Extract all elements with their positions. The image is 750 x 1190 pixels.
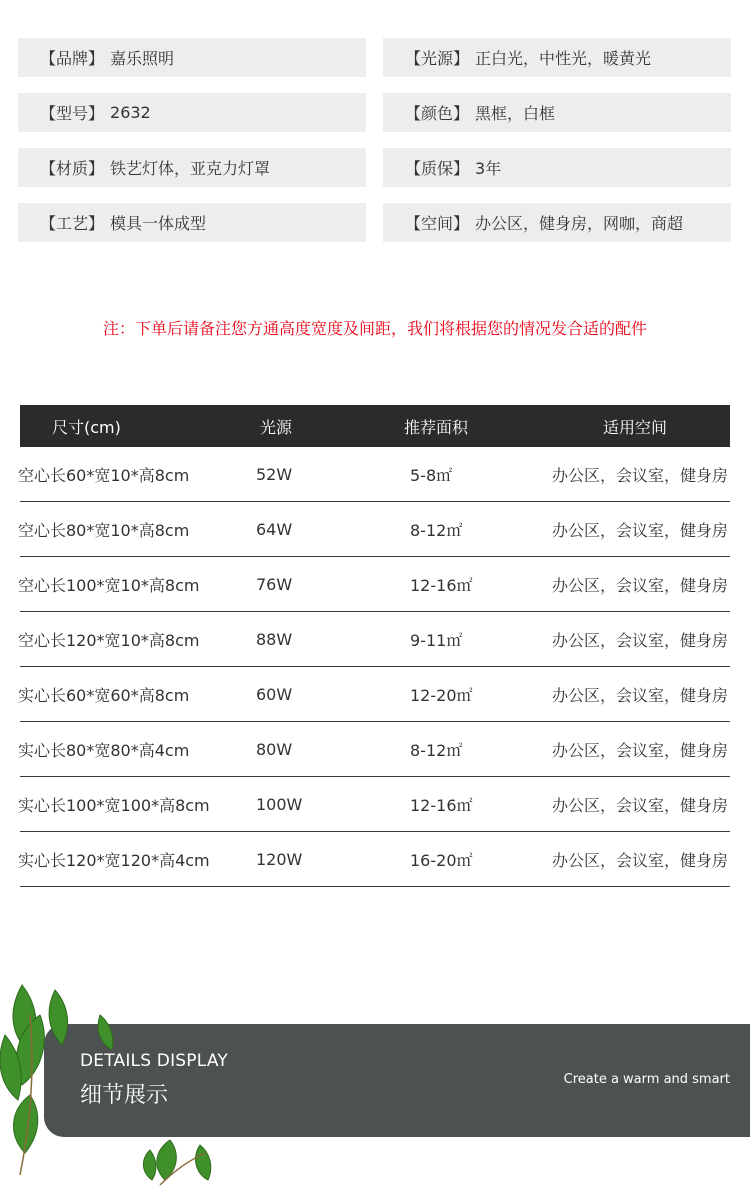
spec-brand — [18, 38, 366, 77]
cell-size: 空心长60*宽10*高8cm — [18, 465, 190, 485]
cell-area: 16-20㎡ — [410, 850, 473, 870]
spec-value: 模具一体成型 — [110, 214, 207, 233]
cell-space: 办公区，会议室，健身房 — [551, 465, 728, 485]
spec-value: 2632 — [110, 103, 151, 122]
cell-space: 办公区，会议室，健身房 — [551, 685, 728, 705]
table-row — [20, 667, 730, 722]
spec-key: 【材质】 — [40, 159, 105, 178]
table-row — [20, 612, 730, 667]
spec-model — [18, 93, 366, 132]
header-area: 推荐面积 — [404, 417, 469, 437]
cell-power: 64W — [256, 519, 293, 539]
cell-space: 办公区，会议室，健身房 — [551, 850, 728, 870]
cell-power: 100W — [256, 794, 303, 814]
cell-power: 76W — [256, 574, 293, 594]
spec-row — [18, 148, 731, 187]
banner-tagline: Create a warm and smart — [563, 1072, 730, 1087]
cell-space: 办公区，会议室，健身房 — [551, 630, 728, 650]
cell-size: 实心长60*宽60*高8cm — [18, 685, 190, 705]
cell-power: 52W — [256, 464, 293, 484]
spec-space — [383, 203, 731, 242]
header-space: 适用空间 — [602, 417, 667, 437]
cell-size: 实心长80*宽80*高4cm — [18, 740, 190, 760]
spec-key: 【质保】 — [405, 159, 470, 178]
cell-area: 12-16㎡ — [410, 795, 473, 815]
table-row — [20, 777, 730, 832]
cell-area: 12-20㎡ — [410, 685, 473, 705]
size-table — [20, 405, 730, 887]
table-row — [20, 722, 730, 777]
spec-value: 正白光，中性光，暖黄光 — [475, 49, 652, 68]
spec-value: 办公区，健身房，网咖，商超 — [475, 214, 684, 233]
spec-key: 【型号】 — [40, 104, 105, 123]
header-size: 尺寸(cm) — [52, 417, 121, 437]
cell-size: 实心长120*宽120*高4cm — [18, 850, 210, 870]
cell-area: 12-16㎡ — [410, 575, 473, 595]
table-row — [20, 447, 730, 502]
cell-power: 120W — [256, 849, 303, 869]
cell-size: 空心长80*宽10*高8cm — [18, 520, 190, 540]
spec-value: 铁艺灯体，亚克力灯罩 — [110, 159, 271, 178]
cell-area: 8-12㎡ — [410, 520, 463, 540]
spec-key: 【品牌】 — [40, 49, 105, 68]
cell-space: 办公区，会议室，健身房 — [551, 795, 728, 815]
cell-space: 办公区，会议室，健身房 — [551, 520, 728, 540]
spec-grid — [18, 38, 731, 258]
cell-area: 8-12㎡ — [410, 740, 463, 760]
table-row — [20, 502, 730, 557]
cell-area: 9-11㎡ — [410, 630, 463, 650]
spec-value: 3年 — [475, 159, 502, 178]
table-header — [20, 405, 730, 447]
spec-key: 【光源】 — [405, 49, 470, 68]
cell-size: 空心长100*宽10*高8cm — [18, 575, 200, 595]
cell-space: 办公区，会议室，健身房 — [551, 575, 728, 595]
table-row — [20, 832, 730, 887]
spec-row — [18, 203, 731, 242]
cell-space: 办公区，会议室，健身房 — [551, 740, 728, 760]
spec-key: 【空间】 — [405, 214, 470, 233]
table-row — [20, 557, 730, 612]
order-notice: 注：下单后请备注您方通高度宽度及间距，我们将根据您的情况发合适的配件 — [102, 319, 647, 338]
cell-power: 88W — [256, 629, 293, 649]
cell-size: 实心长100*宽100*高8cm — [18, 795, 210, 815]
cell-area: 5-8㎡ — [410, 465, 453, 485]
spec-key: 【颜色】 — [405, 104, 470, 123]
spec-row — [18, 93, 731, 132]
spec-color — [383, 93, 731, 132]
cell-power: 60W — [256, 684, 293, 704]
spec-value: 黑框，白框 — [475, 104, 556, 123]
spec-material — [18, 148, 366, 187]
banner-title-cn: 细节展示 — [80, 1083, 169, 1108]
header-light-source: 光源 — [260, 417, 293, 437]
spec-process — [18, 203, 366, 242]
cell-power: 80W — [256, 739, 293, 759]
cell-size: 空心长120*宽10*高8cm — [18, 630, 200, 650]
spec-key: 【工艺】 — [40, 214, 105, 233]
spec-light-source — [383, 38, 731, 77]
banner-title-en: DETAILS DISPLAY — [80, 1051, 228, 1071]
leaves-decoration-icon — [0, 975, 260, 1190]
spec-warranty — [383, 148, 731, 187]
spec-row — [18, 38, 731, 77]
spec-value: 嘉乐照明 — [110, 49, 175, 68]
